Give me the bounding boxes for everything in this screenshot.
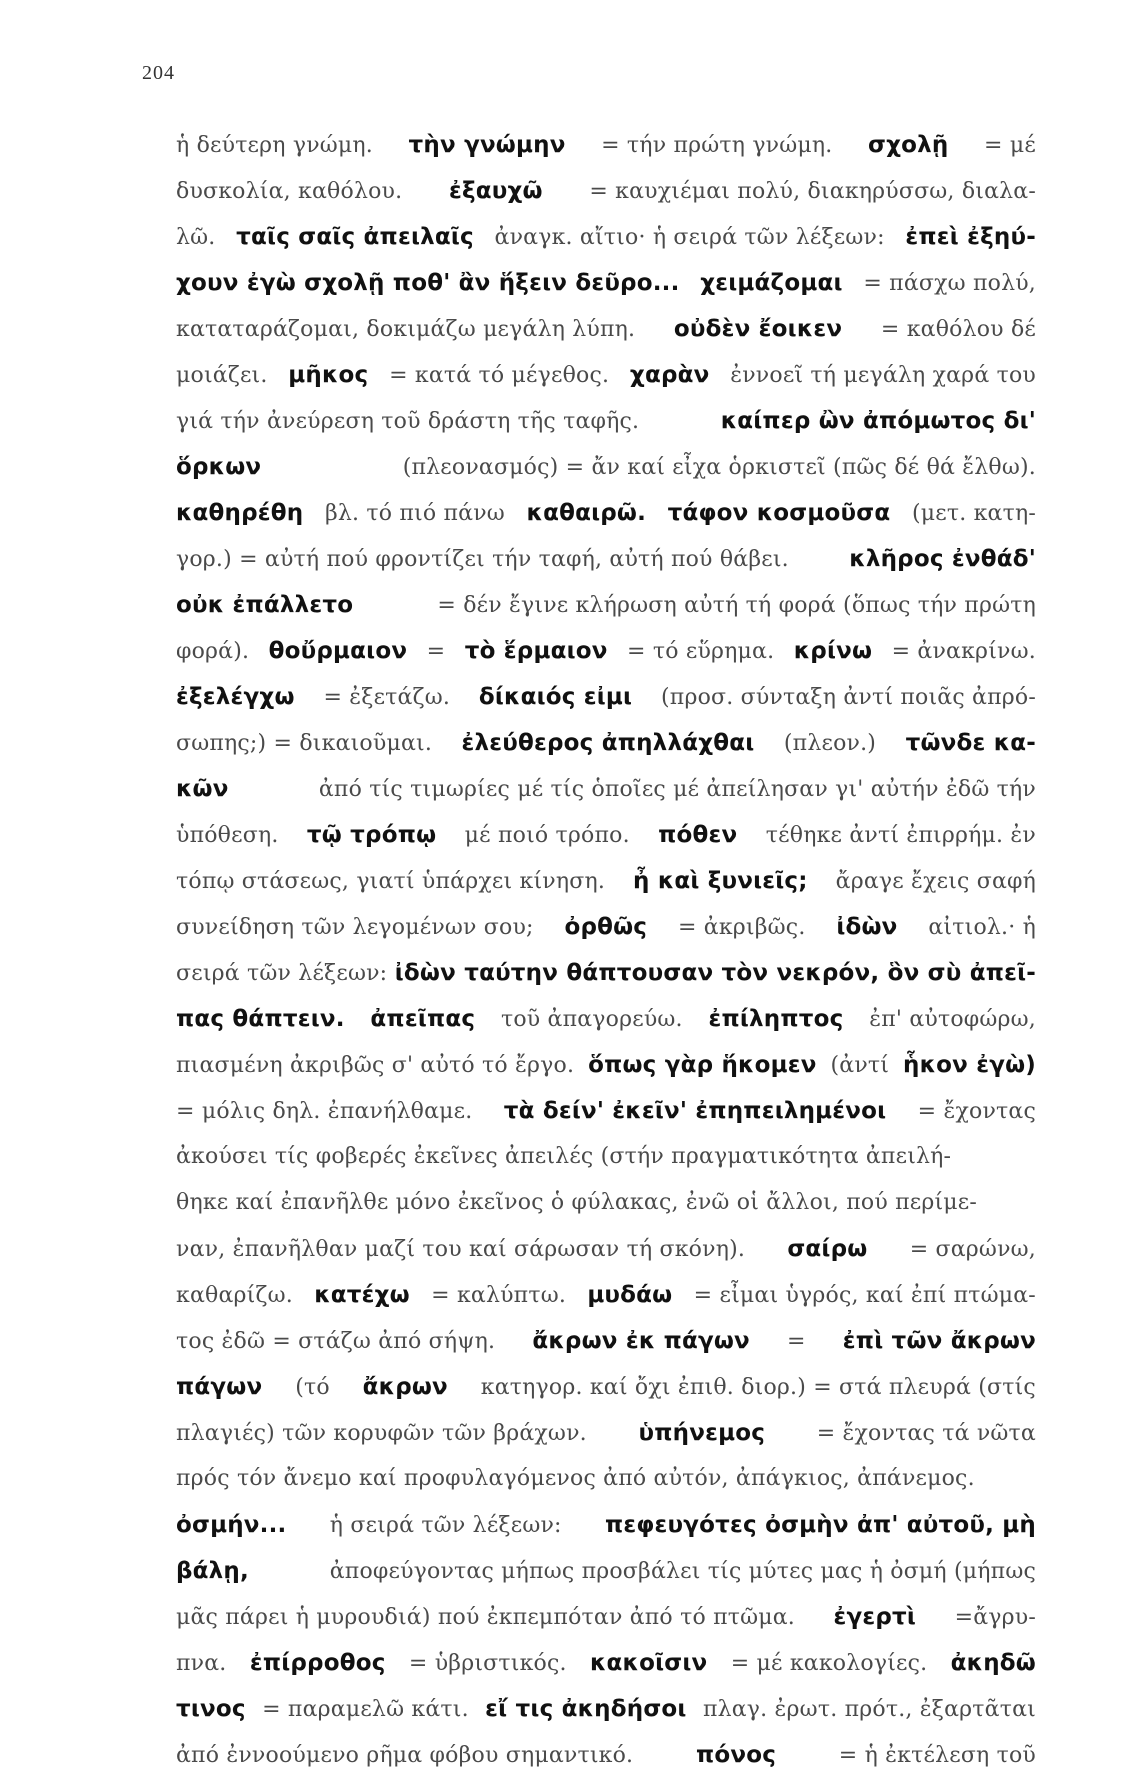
gloss-text: ἡ σειρά τῶν λέξεων:: [329, 1513, 562, 1538]
headword: πεφευγότες ὀσμὴν ἀπ' αὐτοῦ, μὴ: [604, 1512, 1036, 1538]
gloss-text: μοιάζει.: [176, 363, 268, 388]
gloss-text: (μετ. κατη-: [911, 501, 1036, 526]
gloss-text: γιά τήν ἀνεύρεση τοῦ δράστη τῆς ταφῆς.: [176, 409, 640, 434]
text-line: [176, 910, 1036, 956]
headword: οὐκ ἐπάλλετο: [176, 592, 354, 618]
text-line: [176, 1508, 1036, 1554]
text-line: [176, 542, 1036, 588]
gloss-text: = δέν ἔγινε κλήρωση αὐτή τή φορά (ὅπως τήν πρώτη: [437, 593, 1036, 618]
text-line: [176, 1002, 1036, 1048]
gloss-text: θηκε καί ἐπανῆλθε μόνο ἐκεῖνος ὁ φύλακας, ἐνῶ οἱ ἄλλοι, πού περίμε-: [176, 1190, 978, 1215]
text-line: [176, 174, 1036, 220]
text-line: [176, 772, 1036, 818]
gloss-text: τοῦ ἀπαγορεύω.: [500, 1007, 683, 1032]
gloss-text: = μέ κακολογίες.: [730, 1651, 928, 1676]
headword: χειμάζομαι: [700, 270, 843, 296]
text-line: [176, 1462, 1036, 1508]
headword: πάγων: [176, 1374, 263, 1400]
text-line: [176, 1278, 1036, 1324]
headword: τὰ δείν' ἐκεῖν' ἐπηπειλημένοι: [503, 1098, 887, 1124]
text-line: [176, 588, 1036, 634]
text-line: [176, 1094, 1036, 1140]
headword: πας θάπτειν.: [176, 1006, 345, 1032]
headword: ἰδὼν: [836, 914, 898, 940]
headword: οὐδὲν ἔοικεν: [673, 316, 843, 342]
gloss-text: πρός τόν ἄνεμο καί προφυλαγόμενος ἀπό αὐτόν, ἀπάγκιος, ἀπάνεμος.: [176, 1466, 975, 1491]
gloss-text: πλαγιές) τῶν κορυφῶν τῶν βράχων.: [176, 1421, 587, 1446]
text-line: [176, 1600, 1036, 1646]
gloss-text: μᾶς πάρει ἡ μυρουδιά) πού ἐκπεμπόταν ἀπό τό πτῶμα.: [176, 1605, 795, 1630]
headword: ἐγερτὶ: [833, 1604, 917, 1630]
page-number: 204: [142, 62, 175, 84]
headword: δίκαιός εἰμι: [478, 684, 633, 710]
headword: ἀκηδῶ: [950, 1650, 1036, 1676]
headword: κατέχω: [314, 1282, 410, 1308]
gloss-text: ἄραγε ἔχεις σαφή: [835, 869, 1036, 894]
text-line: [176, 1186, 1036, 1232]
gloss-text: ἀναγκ. αἴτιο· ἡ σειρά τῶν λέξεων:: [494, 225, 885, 250]
gloss-text: = ὑβριστικός.: [408, 1651, 567, 1676]
gloss-text: συνείδηση τῶν λεγομένων σου;: [176, 915, 534, 940]
headword: τάφον κοσμοῦσα: [667, 500, 891, 526]
headword: πόνος: [695, 1742, 777, 1768]
headword: εἴ τις ἀκηδήσοι: [485, 1696, 687, 1722]
gloss-text: = ἀκριβῶς.: [677, 915, 806, 940]
gloss-text: =ἄγρυ-: [954, 1605, 1036, 1630]
headword: ἄκρων ἐκ πάγων: [532, 1328, 750, 1354]
gloss-text: ὑπόθεση.: [176, 823, 279, 848]
headword: τὴν γνώμην: [408, 132, 566, 158]
text-line: [176, 496, 1036, 542]
headword: σχολῇ: [868, 132, 949, 158]
headword: χαρὰν: [629, 362, 710, 388]
gloss-text: τόπῳ στάσεως, γιατί ὑπάρχει κίνηση.: [176, 869, 606, 894]
headword: ὅπως γὰρ ἥκομεν: [588, 1052, 817, 1078]
headword: μῆκος: [288, 362, 369, 388]
text-line: [176, 266, 1036, 312]
gloss-text: (πλεον.): [783, 731, 877, 756]
headword: κλῆρος ἐνθάδ': [849, 546, 1036, 572]
text-line: [176, 1646, 1036, 1692]
gloss-text: = καθόλου δέ: [880, 317, 1036, 342]
gloss-text: σειρά τῶν λέξεων:: [176, 961, 388, 986]
gloss-text: = ἔχοντας: [917, 1099, 1036, 1124]
gloss-text: λῶ.: [176, 225, 216, 250]
gloss-text: καθαρίζω.: [176, 1283, 293, 1308]
gloss-text: τος ἐδῶ = στάζω ἀπό σήψη.: [176, 1329, 496, 1354]
gloss-text: πιασμένη ἀκριβῶς σ' αὐτό τό ἔργο.: [176, 1053, 575, 1078]
text-line: [176, 1692, 1036, 1738]
gloss-text: δυσκολία, καθόλου.: [176, 179, 403, 204]
headword: ἀπεῖπας: [370, 1006, 476, 1032]
gloss-text: (πλεονασμός) = ἄν καί εἶχα ὁρκιστεῖ (πῶς δέ θά ἔλθω).: [402, 455, 1036, 480]
text-line: [176, 1738, 1036, 1784]
headword: ἐλεύθερος ἀπηλλάχθαι: [461, 730, 755, 756]
headword: ἄκρων: [362, 1374, 448, 1400]
gloss-text: = καλύπτω.: [431, 1283, 567, 1308]
text-line: [176, 450, 1036, 496]
headword: καθαιρῶ.: [526, 500, 647, 526]
headword: ὀρθῶς: [564, 914, 648, 940]
text-line: [176, 864, 1036, 910]
gloss-text: (τό: [295, 1375, 330, 1400]
headword: θοὔρμαιον: [268, 638, 408, 664]
headword: ἐπίρροθος: [249, 1650, 386, 1676]
text-line: [176, 358, 1036, 404]
headword: βάλῃ,: [176, 1558, 249, 1584]
headword: σαίρω: [787, 1236, 868, 1262]
gloss-text: = ἀνακρίνω.: [891, 639, 1036, 664]
text-line: [176, 818, 1036, 864]
text-line: [176, 634, 1036, 680]
gloss-text: = σαρώνω,: [909, 1237, 1036, 1262]
headword: τινος: [176, 1696, 246, 1722]
text-line: [176, 1416, 1036, 1462]
headword: ταῖς σαῖς ἀπειλαῖς: [236, 224, 474, 250]
headword: τῶνδε κα-: [905, 730, 1036, 756]
gloss-text: = τό εὕρημα.: [627, 639, 775, 664]
gloss-text: = ἐξετάζω.: [323, 685, 451, 710]
headword: ἐπὶ τῶν ἄκρων: [842, 1328, 1036, 1354]
gloss-text: ἡ δεύτερη γνώμη.: [176, 133, 373, 158]
text-line: [176, 1232, 1036, 1278]
gloss-text: γορ.) = αὐτή πού φροντίζει τήν ταφή, αὐτή πού θάβει.: [176, 547, 789, 572]
gloss-text: ἐννοεῖ τή μεγάλη χαρά του: [730, 363, 1036, 388]
gloss-text: καταταράζομαι, δοκιμάζω μεγάλη λύπη.: [176, 317, 636, 342]
gloss-text: τέθηκε ἀντί ἐπιρρήμ. ἐν: [765, 823, 1036, 848]
gloss-text: = καυχιέμαι πολύ, διακηρύσσω, διαλα-: [589, 179, 1036, 204]
text-line: [176, 726, 1036, 772]
text-line: [176, 1048, 1036, 1094]
headword: κῶν: [176, 776, 229, 802]
gloss-text: =: [787, 1329, 806, 1354]
gloss-text: ἐπ' αὐτοφώρω,: [869, 1007, 1036, 1032]
text-line: [176, 220, 1036, 266]
gloss-text: = ἡ ἐκτέλεση τοῦ: [838, 1743, 1036, 1768]
gloss-text: = κατά τό μέγεθος.: [389, 363, 610, 388]
gloss-text: πλαγ. ἐρωτ. πρότ., ἐξαρτᾶται: [702, 1697, 1036, 1722]
gloss-text: φορά).: [176, 639, 250, 664]
gloss-text: κατηγορ. καί ὄχι ἐπιθ. διορ.) = στά πλευρά (στίς: [480, 1375, 1036, 1400]
headword: ὀσμήν...: [176, 1512, 287, 1538]
gloss-text: = ἔχοντας τά νῶτα: [816, 1421, 1036, 1446]
gloss-text: ἀπό ἐννοούμενο ρῆμα φόβου σημαντικό.: [176, 1743, 634, 1768]
text-line: [176, 312, 1036, 358]
text-line: [176, 956, 1036, 1002]
gloss-text: = μέ: [984, 133, 1036, 158]
gloss-text: ναν, ἐπανῆλθαν μαζί του καί σάρωσαν τή σκόνη).: [176, 1237, 746, 1262]
gloss-text: βλ. τό πιό πάνω: [324, 501, 505, 526]
gloss-text: μέ ποιό τρόπο.: [464, 823, 630, 848]
text-line: [176, 1370, 1036, 1416]
headword: τὸ ἕρμαιον: [464, 638, 608, 664]
headword: πόθεν: [658, 822, 738, 848]
gloss-text: σωπης;) = δικαιοῦμαι.: [176, 731, 433, 756]
commentary-text: [176, 128, 1036, 1784]
headword: ἦ καὶ ξυνιεῖς;: [633, 868, 808, 894]
headword: κακοῖσιν: [590, 1650, 708, 1676]
gloss-text: (προσ. σύνταξη ἀντί ποιᾶς ἀπρό-: [661, 685, 1036, 710]
headword: ἐπίληπτος: [708, 1006, 844, 1032]
gloss-text: ἀκούσει τίς φοβερές ἐκεῖνες ἀπειλές (στήν πραγματικότητα ἀπειλή-: [176, 1144, 952, 1169]
headword: ἐξελέγχω: [176, 684, 295, 710]
headword: τῷ τρόπῳ: [306, 822, 437, 848]
text-line: [176, 680, 1036, 726]
text-line: [176, 404, 1036, 450]
headword: μυδάω: [587, 1282, 673, 1308]
gloss-text: ἀποφεύγοντας μήπως προσβάλει τίς μύτες μας ἡ ὀσμή (μήπως: [329, 1559, 1036, 1584]
headword: ἐξαυχῶ: [448, 178, 543, 204]
gloss-text: ἀπό τίς τιμωρίες μέ τίς ὁποῖες μέ ἀπείλησαν γι' αὐτήν ἐδῶ τήν: [318, 777, 1036, 802]
headword: χουν ἐγὼ σχολῇ ποθ' ἂν ἥξειν δεῦρο...: [176, 270, 680, 296]
text-line: [176, 1140, 1036, 1186]
gloss-text: = παραμελῶ κάτι.: [262, 1697, 469, 1722]
gloss-text: = μόλις δηλ. ἐπανήλθαμε.: [176, 1099, 473, 1124]
gloss-text: = εἶμαι ὑγρός, καί ἐπί πτώμα-: [693, 1283, 1036, 1308]
headword: καθηρέθη: [176, 500, 304, 526]
gloss-text: =: [426, 639, 446, 664]
text-line: [176, 1324, 1036, 1370]
headword: κρίνω: [793, 638, 873, 664]
headword: καίπερ ὢν ἀπόμωτος δι': [720, 408, 1036, 434]
headword: ὅρκων: [176, 454, 262, 480]
text-line: [176, 128, 1036, 174]
gloss-text: πνα.: [176, 1651, 227, 1676]
headword: ἰδὼν ταύτην θάπτουσαν τὸν νεκρόν, ὃν σὺ ἀπεῖ-: [394, 960, 1036, 986]
headword: ἐπεὶ ἐξηύ-: [905, 224, 1036, 250]
gloss-text: = πάσχω πολύ,: [863, 271, 1036, 296]
headword: ὑπήνεμος: [638, 1420, 766, 1446]
gloss-text: αἰτιολ.· ἡ: [928, 915, 1036, 940]
text-line: [176, 1554, 1036, 1600]
gloss-text: = τήν πρώτη γνώμη.: [601, 133, 833, 158]
headword: ἧκον ἐγὼ): [903, 1052, 1036, 1078]
gloss-text: (ἀντί: [830, 1053, 890, 1078]
